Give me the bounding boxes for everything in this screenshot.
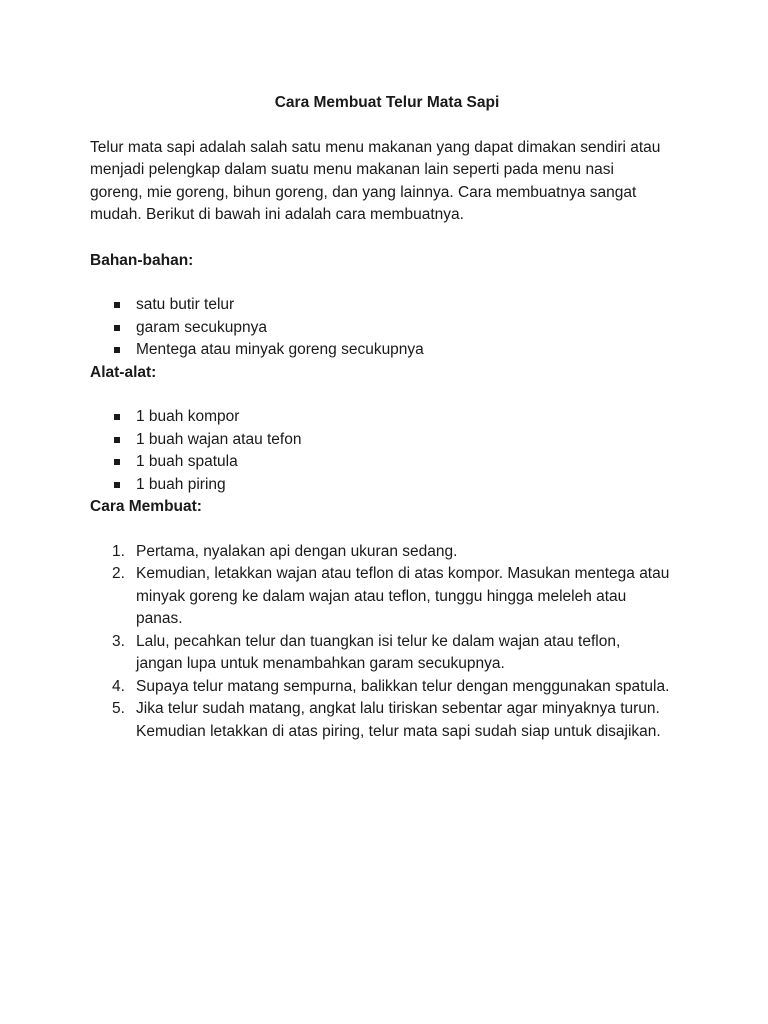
square-bullet-icon: [114, 325, 120, 331]
alat-heading: Alat-alat:: [90, 363, 157, 381]
square-bullet-icon: [114, 302, 120, 308]
step-number: 1.: [112, 542, 125, 560]
step-item: [112, 698, 670, 743]
square-bullet-icon: [114, 482, 120, 488]
list-item-text: 1 buah kompor: [136, 408, 240, 425]
step-text: Lalu, pecahkan telur dan tuangkan isi telur ke dalam wajan atau teflon, jangan lupa untuk menambahkan garam secukupnya.: [136, 632, 621, 672]
step-item: [112, 541, 670, 564]
list-item: [136, 294, 670, 317]
step-text: Kemudian, letakkan wajan atau teflon di atas kompor. Masukan mentega atau minyak goreng ke dalam wajan atau teflon, tunggu hingga meleleh atau panas.: [136, 565, 670, 627]
list-item: [136, 317, 670, 340]
list-item-text: 1 buah spatula: [136, 453, 238, 470]
bahan-list: [90, 294, 670, 362]
step-text: Jika telur sudah matang, angkat lalu tiriskan sebentar agar minyaknya turun. Kemudian letakkan di atas piring, telur mata sapi sudah siap untuk disajikan.: [136, 700, 661, 740]
list-item-text: 1 buah wajan atau tefon: [136, 430, 302, 448]
list-item: [136, 339, 670, 362]
step-item: [112, 676, 670, 699]
step-number: 5.: [112, 700, 125, 717]
step-item: [112, 631, 670, 676]
square-bullet-icon: [114, 437, 120, 443]
step-item: [112, 563, 670, 631]
square-bullet-icon: [114, 347, 120, 353]
step-number: 3.: [112, 632, 125, 650]
document-content: [90, 92, 670, 743]
alat-list: [90, 406, 670, 496]
intro-paragraph: Telur mata sapi adalah salah satu menu makanan yang dapat dimakan sendiri atau menjadi pelengkap dalam suatu menu makanan lain seperti pada menu nasi goreng, mie goreng, bihun goreng, dan yang lainnya. Cara membuatnya sangat mudah. Berikut di bawah ini adalah cara membuatnya.: [90, 138, 661, 223]
list-item: [136, 474, 670, 497]
document-title: Cara Membuat Telur Mata Sapi: [274, 94, 500, 111]
square-bullet-icon: [114, 459, 120, 465]
bahan-heading: Bahan-bahan:: [90, 251, 194, 269]
cara-steps-list: [90, 541, 670, 744]
list-item: [136, 451, 670, 474]
list-item-text: satu butir telur: [136, 296, 235, 313]
step-text: Pertama, nyalakan api dengan ukuran sedang.: [136, 542, 458, 560]
step-number: 2.: [112, 565, 125, 582]
list-item: [136, 429, 670, 452]
cara-heading: Cara Membuat:: [90, 498, 202, 515]
list-item: [136, 406, 670, 429]
step-number: 4.: [112, 677, 125, 695]
list-item-text: garam secukupnya: [136, 318, 267, 336]
square-bullet-icon: [114, 414, 120, 420]
list-item-text: 1 buah piring: [136, 475, 226, 493]
list-item-text: Mentega atau minyak goreng secukupnya: [136, 341, 424, 358]
step-text: Supaya telur matang sempurna, balikkan telur dengan menggunakan spatula.: [136, 677, 670, 695]
